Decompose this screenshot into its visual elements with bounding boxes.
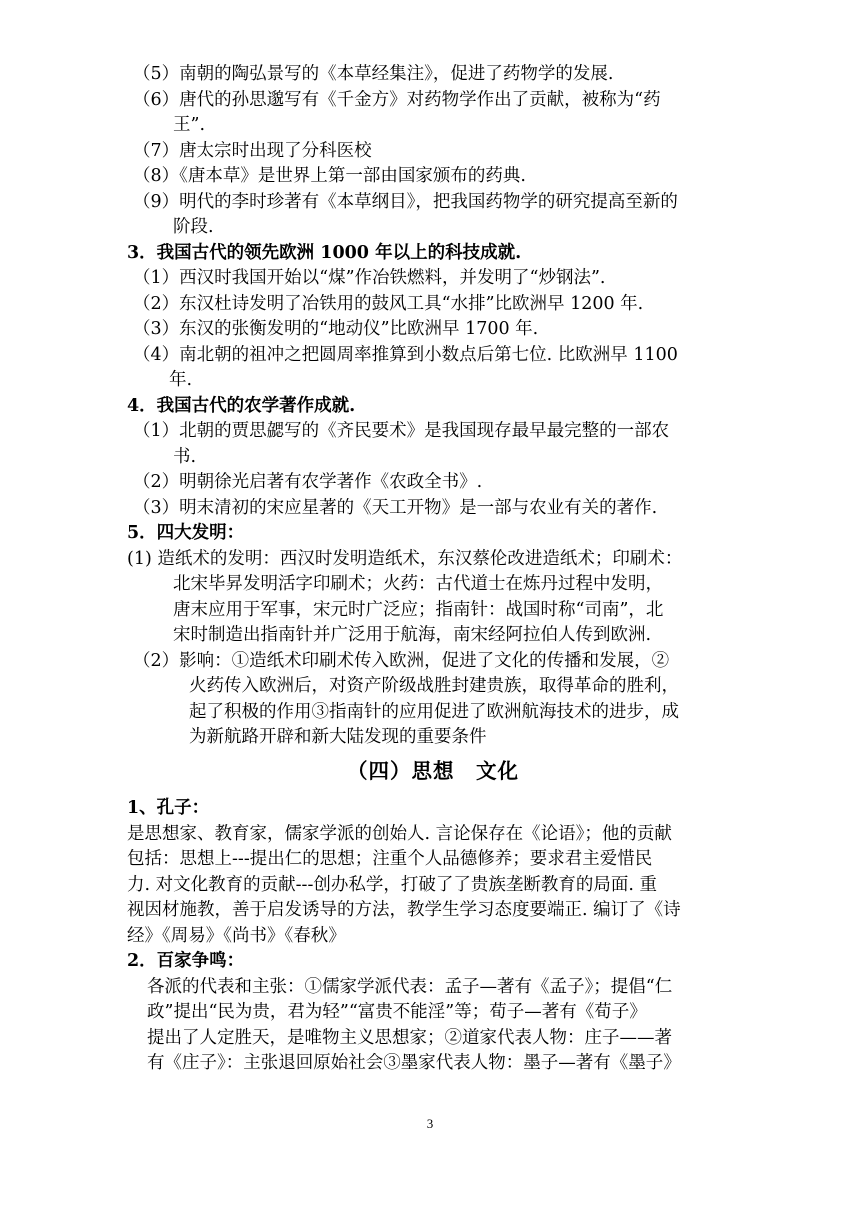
paragraph-line: 提出了人定胜天，是唯物主义思想家；②道家代表人物：庄子——著 [147, 1027, 672, 1048]
list-item-continuation: 起了积极的作用③指南针的应用促进了欧洲航海技术的进步，成 [189, 701, 679, 722]
list-item-continuation: 火药传入欧洲后，对资产阶级战胜封建贵族，取得革命的胜利， [189, 676, 679, 696]
paragraph-line: 各派的代表和主张：①儒家学派代表：孟子—著有《孟子》；提倡“仁 [147, 976, 673, 997]
list-item: （7）唐太宗时出现了分科医校 [133, 140, 372, 161]
list-item: （2）东汉杜诗发明了冶铁用的鼓风工具“水排”比欧洲早 1200 年. [133, 293, 644, 314]
list-item-continuation: 宋时制造出指南针并广泛用于航海，南宋经阿拉伯人传到欧洲. [173, 625, 652, 645]
list-item: （8）《唐本草》是世界上第一部由国家颁布的药典. [133, 166, 526, 186]
list-item: （3）东汉的张衡发明的“地动仪”比欧洲早 1700 年. [133, 319, 539, 339]
list-item-continuation: 书. [173, 446, 197, 467]
section-title: 2．百家争鸣： [127, 951, 245, 971]
chapter-heading: （四）思想 文化 [347, 758, 519, 783]
paragraph-line: 有《庄子》：主张退回原始社会③墨家代表人物：墨子—著有《墨子》 [147, 1053, 681, 1073]
list-item: （3）明末清初的宋应星著的《天工开物》是一部与农业有关的著作. [133, 497, 658, 518]
list-item: （1）西汉时我国开始以“煤”作冶铁燃料，并发明了“炒钢法”. [133, 268, 606, 288]
list-item: （5）南朝的陶弘景写的《本草经集注》，促进了药物学的发展. [133, 64, 614, 84]
list-item-continuation: 年. [169, 370, 193, 390]
paragraph-line: 力. 对文化教育的贡献---创办私学，打破了了贵族垄断教育的局面. 重 [127, 874, 657, 895]
paragraph-line: 是思想家、教育家，儒家学派的创始人. 言论保存在《论语》；他的贡献 [127, 823, 672, 844]
list-item-continuation: 为新航路开辟和新大陆发现的重要条件 [189, 727, 487, 747]
list-item: （2）明朝徐光启著有农学著作《农政全书》. [133, 472, 483, 492]
list-item-continuation: 王”. [173, 115, 206, 135]
section-title: 3．我国古代的领先欧洲 1000 年以上的科技成就. [127, 242, 522, 263]
list-item: (1) 造纸术的发明：西汉时发明造纸术，东汉蔡伦改进造纸术；印刷术： [127, 548, 683, 569]
list-item: （1）北朝的贾思勰写的《齐民要术》是我国现存最早最完整的一部农 [133, 421, 670, 441]
paragraph-line: 政”提出“民为贵，君为轻”“富贵不能淫”等；荀子—著有《荀子》 [147, 1002, 647, 1022]
list-item-continuation: 阶段. [173, 217, 214, 237]
list-item: （4）南北朝的祖冲之把圆周率推算到小数点后第七位. 比欧洲早 1100 [133, 344, 678, 365]
list-item-continuation: 唐末应用于军事，宋元时广泛应；指南针：战国时称“司南”，北 [173, 599, 664, 620]
paragraph-line: 经》《周易》《尚书》《春秋》 [127, 925, 346, 946]
page-content [127, 62, 739, 1077]
paragraph-line: 包括：思想上---提出仁的思想；注重个人品德修养；要求君主爱惜民 [127, 849, 653, 869]
list-item: （6）唐代的孙思邈写有《千金方》对药物学作出了贡献，被称为“药 [133, 89, 661, 110]
section-title: 1、孔子： [127, 798, 210, 818]
page-number: 3 [426, 1116, 434, 1131]
list-item-continuation: 北宋毕昇发明活字印刷术；火药：古代道士在炼丹过程中发明， [173, 574, 663, 594]
list-item: （9）明代的李时珍著有《本草纲目》，把我国药物学的研究提高至新的 [133, 191, 678, 212]
section-title: 5．四大发明： [127, 523, 245, 543]
paragraph-line: 视因材施教，善于启发诱导的方法，教学生学习态度要端正. 编订了《诗 [127, 900, 681, 920]
list-item: （2）影响：①造纸术印刷术传入欧洲，促进了文化的传播和发展，② [133, 650, 670, 671]
section-title: 4．我国古代的农学著作成就. [127, 395, 356, 416]
